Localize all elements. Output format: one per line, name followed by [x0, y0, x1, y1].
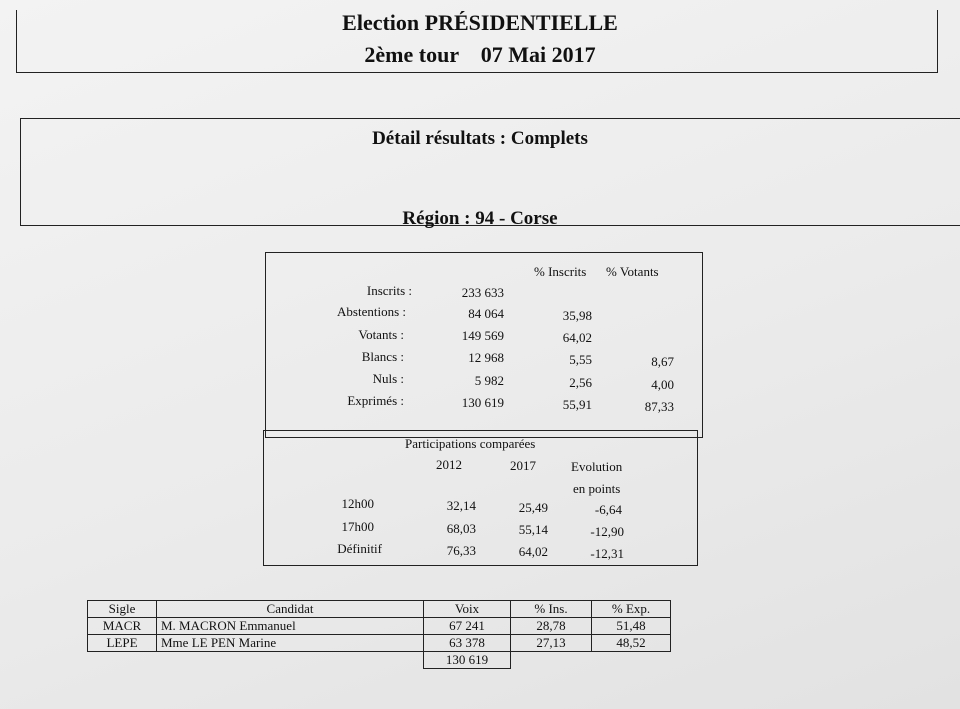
- stat-label: Exprimés :: [347, 393, 404, 408]
- stat-label: Votants :: [358, 327, 404, 342]
- cell-total-voix: 130 619: [424, 652, 511, 669]
- table-row: [88, 635, 671, 652]
- col-header-2017: 2017: [510, 458, 536, 473]
- table-row: [88, 618, 671, 635]
- col-header-evolution: Evolution: [571, 459, 623, 474]
- stat-pct-inscrits: 2,56: [569, 375, 592, 390]
- stat-pct-votants: 4,00: [651, 377, 674, 392]
- participation-title: Participations comparées: [405, 436, 536, 451]
- stat-value: 84 064: [468, 306, 504, 321]
- cell-candidat: Mme LE PEN Marine: [157, 635, 424, 652]
- stat-label: Blancs :: [361, 349, 404, 364]
- stat-value: 233 633: [461, 285, 504, 300]
- participation-label: Définitif: [337, 541, 382, 556]
- cell-pct-exp: 51,48: [592, 618, 671, 635]
- cell-sigle: MACR: [88, 618, 157, 635]
- stat-label: Abstentions :: [337, 304, 406, 319]
- participation-2017: 64,02: [518, 544, 548, 559]
- participation-2012: 32,14: [446, 498, 476, 513]
- results-table: [87, 600, 671, 669]
- participation-2012: 76,33: [446, 543, 476, 558]
- election-round-date: 2ème tour 07 Mai 2017: [364, 42, 596, 67]
- header-pct-ins: % Ins.: [511, 601, 592, 618]
- stat-pct-inscrits: 55,91: [562, 397, 592, 412]
- stat-value: 130 619: [461, 395, 504, 410]
- participation-evolution: -6,64: [594, 502, 622, 517]
- cell-pct-exp: 48,52: [592, 635, 671, 652]
- participation-label: 12h00: [341, 496, 374, 511]
- col-header-2012: 2012: [436, 457, 462, 472]
- col-header-pct-votants: % Votants: [606, 264, 659, 279]
- header-sigle: Sigle: [88, 601, 157, 618]
- header-candidat: Candidat: [157, 601, 424, 618]
- header-pct-exp: % Exp.: [592, 601, 671, 618]
- cell-pct-ins: 28,78: [511, 618, 592, 635]
- cell-voix: 67 241: [424, 618, 511, 635]
- stat-value: 5 982: [474, 373, 504, 388]
- stat-pct-inscrits: 5,55: [569, 352, 592, 367]
- cell-candidat: M. MACRON Emmanuel: [157, 618, 424, 635]
- cell-voix: 63 378: [424, 635, 511, 652]
- region-title: Région : 94 - Corse: [402, 208, 558, 229]
- results-total-row: [88, 652, 671, 669]
- results-header-row: [88, 601, 671, 618]
- participation-2012: 68,03: [446, 521, 476, 536]
- participation-2017: 55,14: [518, 522, 548, 537]
- participation-evolution: -12,90: [590, 524, 624, 539]
- col-header-pct-inscrits: % Inscrits: [534, 264, 587, 279]
- participation-2017: 25,49: [518, 500, 548, 515]
- stat-label: Nuls :: [372, 371, 404, 386]
- stat-pct-inscrits: 64,02: [562, 330, 592, 345]
- stat-label: Inscrits :: [366, 283, 412, 298]
- participation-evolution: -12,31: [590, 546, 624, 561]
- stat-pct-votants: 8,67: [651, 354, 674, 369]
- detail-title: Détail résultats : Complets: [372, 128, 588, 149]
- cell-sigle: LEPE: [88, 635, 157, 652]
- stat-value: 149 569: [461, 328, 504, 343]
- col-header-en-points: en points: [573, 481, 621, 496]
- header-voix: Voix: [424, 601, 511, 618]
- stat-value: 12 968: [468, 350, 504, 365]
- stat-pct-inscrits: 35,98: [562, 308, 592, 323]
- participation-label: 17h00: [341, 519, 374, 534]
- stat-pct-votants: 87,33: [644, 399, 674, 414]
- cell-pct-ins: 27,13: [511, 635, 592, 652]
- election-title: Election PRÉSIDENTIELLE: [342, 10, 618, 35]
